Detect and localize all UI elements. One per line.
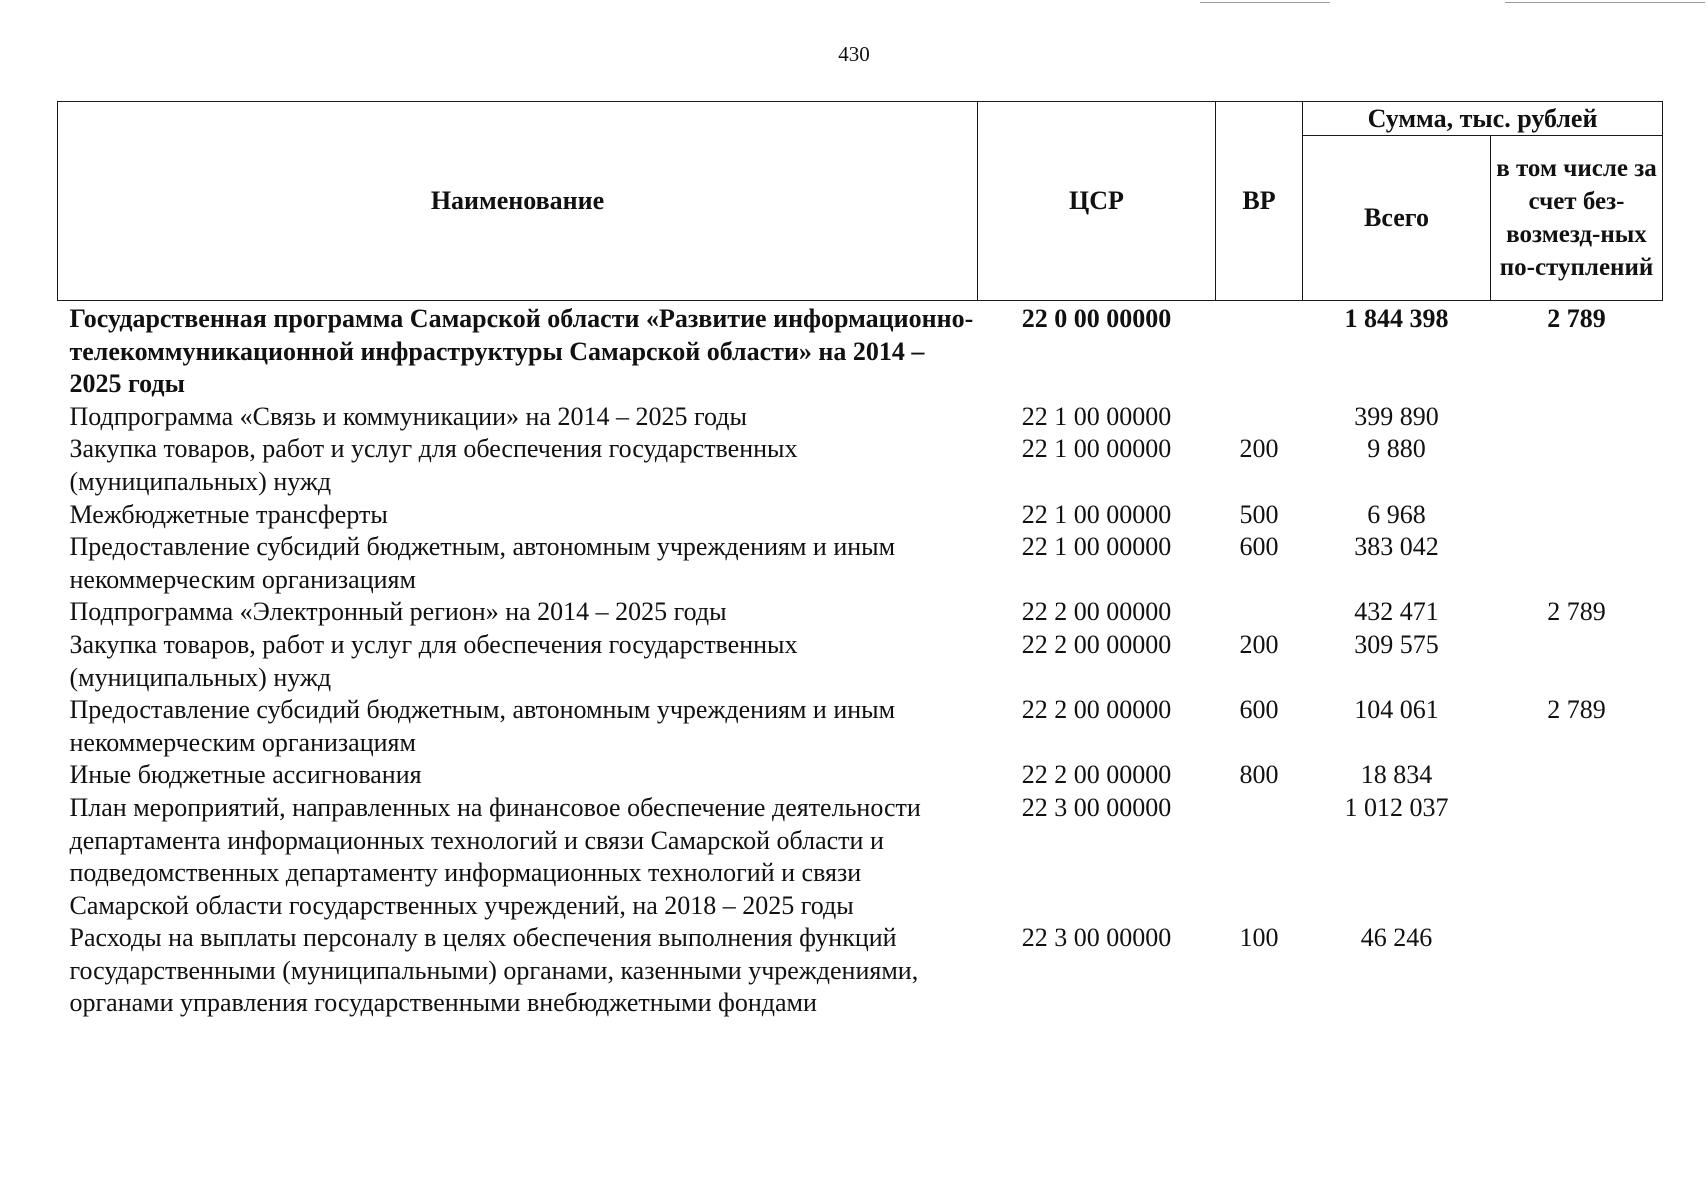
table-row	[58, 759, 1663, 792]
row-name: План мероприятий, направленных на финансовое обеспечение деятельности департамента информационных технологий и связи Самарской области и подведомственных департаменту информационных технологий и связи Самарской области государственных учреждений, на 2018 – 2025 годы	[69, 792, 921, 920]
row-csr: 22 2 00 00000	[1021, 695, 1172, 725]
row-csr: 22 2 00 00000	[1021, 760, 1172, 790]
row-name: Иные бюджетные ассигнования	[69, 760, 422, 790]
row-name: Предоставление субсидий бюджетным, автономным учреждениям и иным некоммерческим организациям	[69, 532, 896, 594]
budget-table	[57, 101, 1663, 1020]
row-csr: 22 1 00 00000	[1021, 532, 1172, 562]
row-total: 1 012 037	[1344, 792, 1449, 822]
table-row	[58, 922, 1663, 1020]
row-grant	[1491, 433, 1663, 498]
row-csr: 22 0 00 00000	[1021, 304, 1172, 333]
row-total: 383 042	[1354, 532, 1439, 562]
page-number: 430	[838, 42, 870, 66]
header-csr: ЦСР	[978, 102, 1216, 301]
row-name: Подпрограмма «Электронный регион» на 2014 – 2025 годы	[69, 597, 727, 627]
row-grant	[1491, 792, 1663, 922]
row-name: Межбюджетные трансферты	[69, 499, 388, 529]
header-total: Всего	[1303, 136, 1491, 301]
row-grant	[1491, 401, 1663, 434]
row-total: 104 061	[1354, 695, 1439, 725]
row-vr	[1216, 596, 1303, 629]
table-row	[58, 694, 1663, 759]
row-vr: 600	[1239, 532, 1279, 562]
row-name: Закупка товаров, работ и услуг для обеспечения государственных (муниципальных) нужд	[69, 629, 798, 692]
table-row	[58, 301, 1663, 401]
row-total: 1 844 398	[1344, 304, 1449, 333]
header-grant: в том числе за счет без-возмезд-ных по-ступлений	[1491, 136, 1663, 301]
row-vr: 200	[1239, 629, 1279, 659]
row-total: 9 880	[1367, 434, 1426, 464]
row-csr: 22 2 00 00000	[1021, 597, 1172, 627]
table-row	[58, 499, 1663, 532]
row-csr: 22 2 00 00000	[1021, 629, 1172, 659]
table-header	[58, 102, 1663, 301]
row-grant	[1491, 759, 1663, 792]
row-csr: 22 1 00 00000	[1021, 434, 1172, 464]
row-vr	[1216, 401, 1303, 434]
row-name: Государственная программа Самарской области «Развитие информационно-телекоммуникационной инфраструктуры Самарской области» на 2014 – 2025 годы	[69, 304, 974, 399]
row-grant	[1491, 531, 1663, 596]
table-row	[58, 401, 1663, 434]
row-name: Подпрограмма «Связь и коммуникации» на 2014 – 2025 годы	[69, 401, 747, 431]
row-grant	[1491, 922, 1663, 1020]
scan-artifact-line	[1505, 2, 1705, 3]
row-total: 432 471	[1354, 597, 1439, 627]
row-grant: 2 789	[1547, 695, 1606, 725]
row-grant	[1491, 629, 1663, 694]
row-total: 46 246	[1360, 923, 1433, 953]
row-vr	[1216, 792, 1303, 922]
table-row	[58, 531, 1663, 596]
row-total: 18 834	[1360, 760, 1433, 790]
row-csr: 22 1 00 00000	[1021, 499, 1172, 529]
row-csr: 22 3 00 00000	[1021, 923, 1172, 953]
row-vr: 800	[1239, 760, 1279, 790]
row-grant	[1491, 499, 1663, 532]
row-grant: 2 789	[1547, 304, 1606, 333]
row-total: 6 968	[1367, 499, 1426, 529]
row-name: Закупка товаров, работ и услуг для обеспечения государственных (муниципальных) нужд	[69, 434, 798, 496]
table-row	[58, 596, 1663, 629]
row-vr: 500	[1239, 499, 1279, 529]
row-csr: 22 3 00 00000	[1021, 792, 1172, 822]
table-body	[58, 301, 1663, 1021]
table-row	[58, 629, 1663, 694]
header-vr: ВР	[1216, 102, 1303, 301]
row-name: Предоставление субсидий бюджетным, автономным учреждениям и иным некоммерческим организациям	[69, 695, 896, 757]
header-sum-group: Сумма, тыс. рублей	[1303, 102, 1663, 136]
row-name: Расходы на выплаты персоналу в целях обеспечения выполнения функций государственными (муниципальными) органами, казенными учреждениями, органами управления государственными внебюджетными фондами	[69, 923, 919, 1018]
scan-artifact-line	[1200, 2, 1330, 3]
table-row	[58, 792, 1663, 922]
row-total: 309 575	[1354, 629, 1439, 659]
row-csr: 22 1 00 00000	[1021, 401, 1172, 431]
row-total: 399 890	[1354, 401, 1439, 431]
row-vr: 200	[1239, 434, 1279, 464]
row-grant: 2 789	[1547, 597, 1606, 627]
row-vr: 600	[1239, 695, 1279, 725]
row-vr	[1216, 301, 1303, 401]
header-name: Наименование	[58, 102, 978, 301]
table-row	[58, 433, 1663, 498]
row-vr: 100	[1239, 923, 1279, 953]
